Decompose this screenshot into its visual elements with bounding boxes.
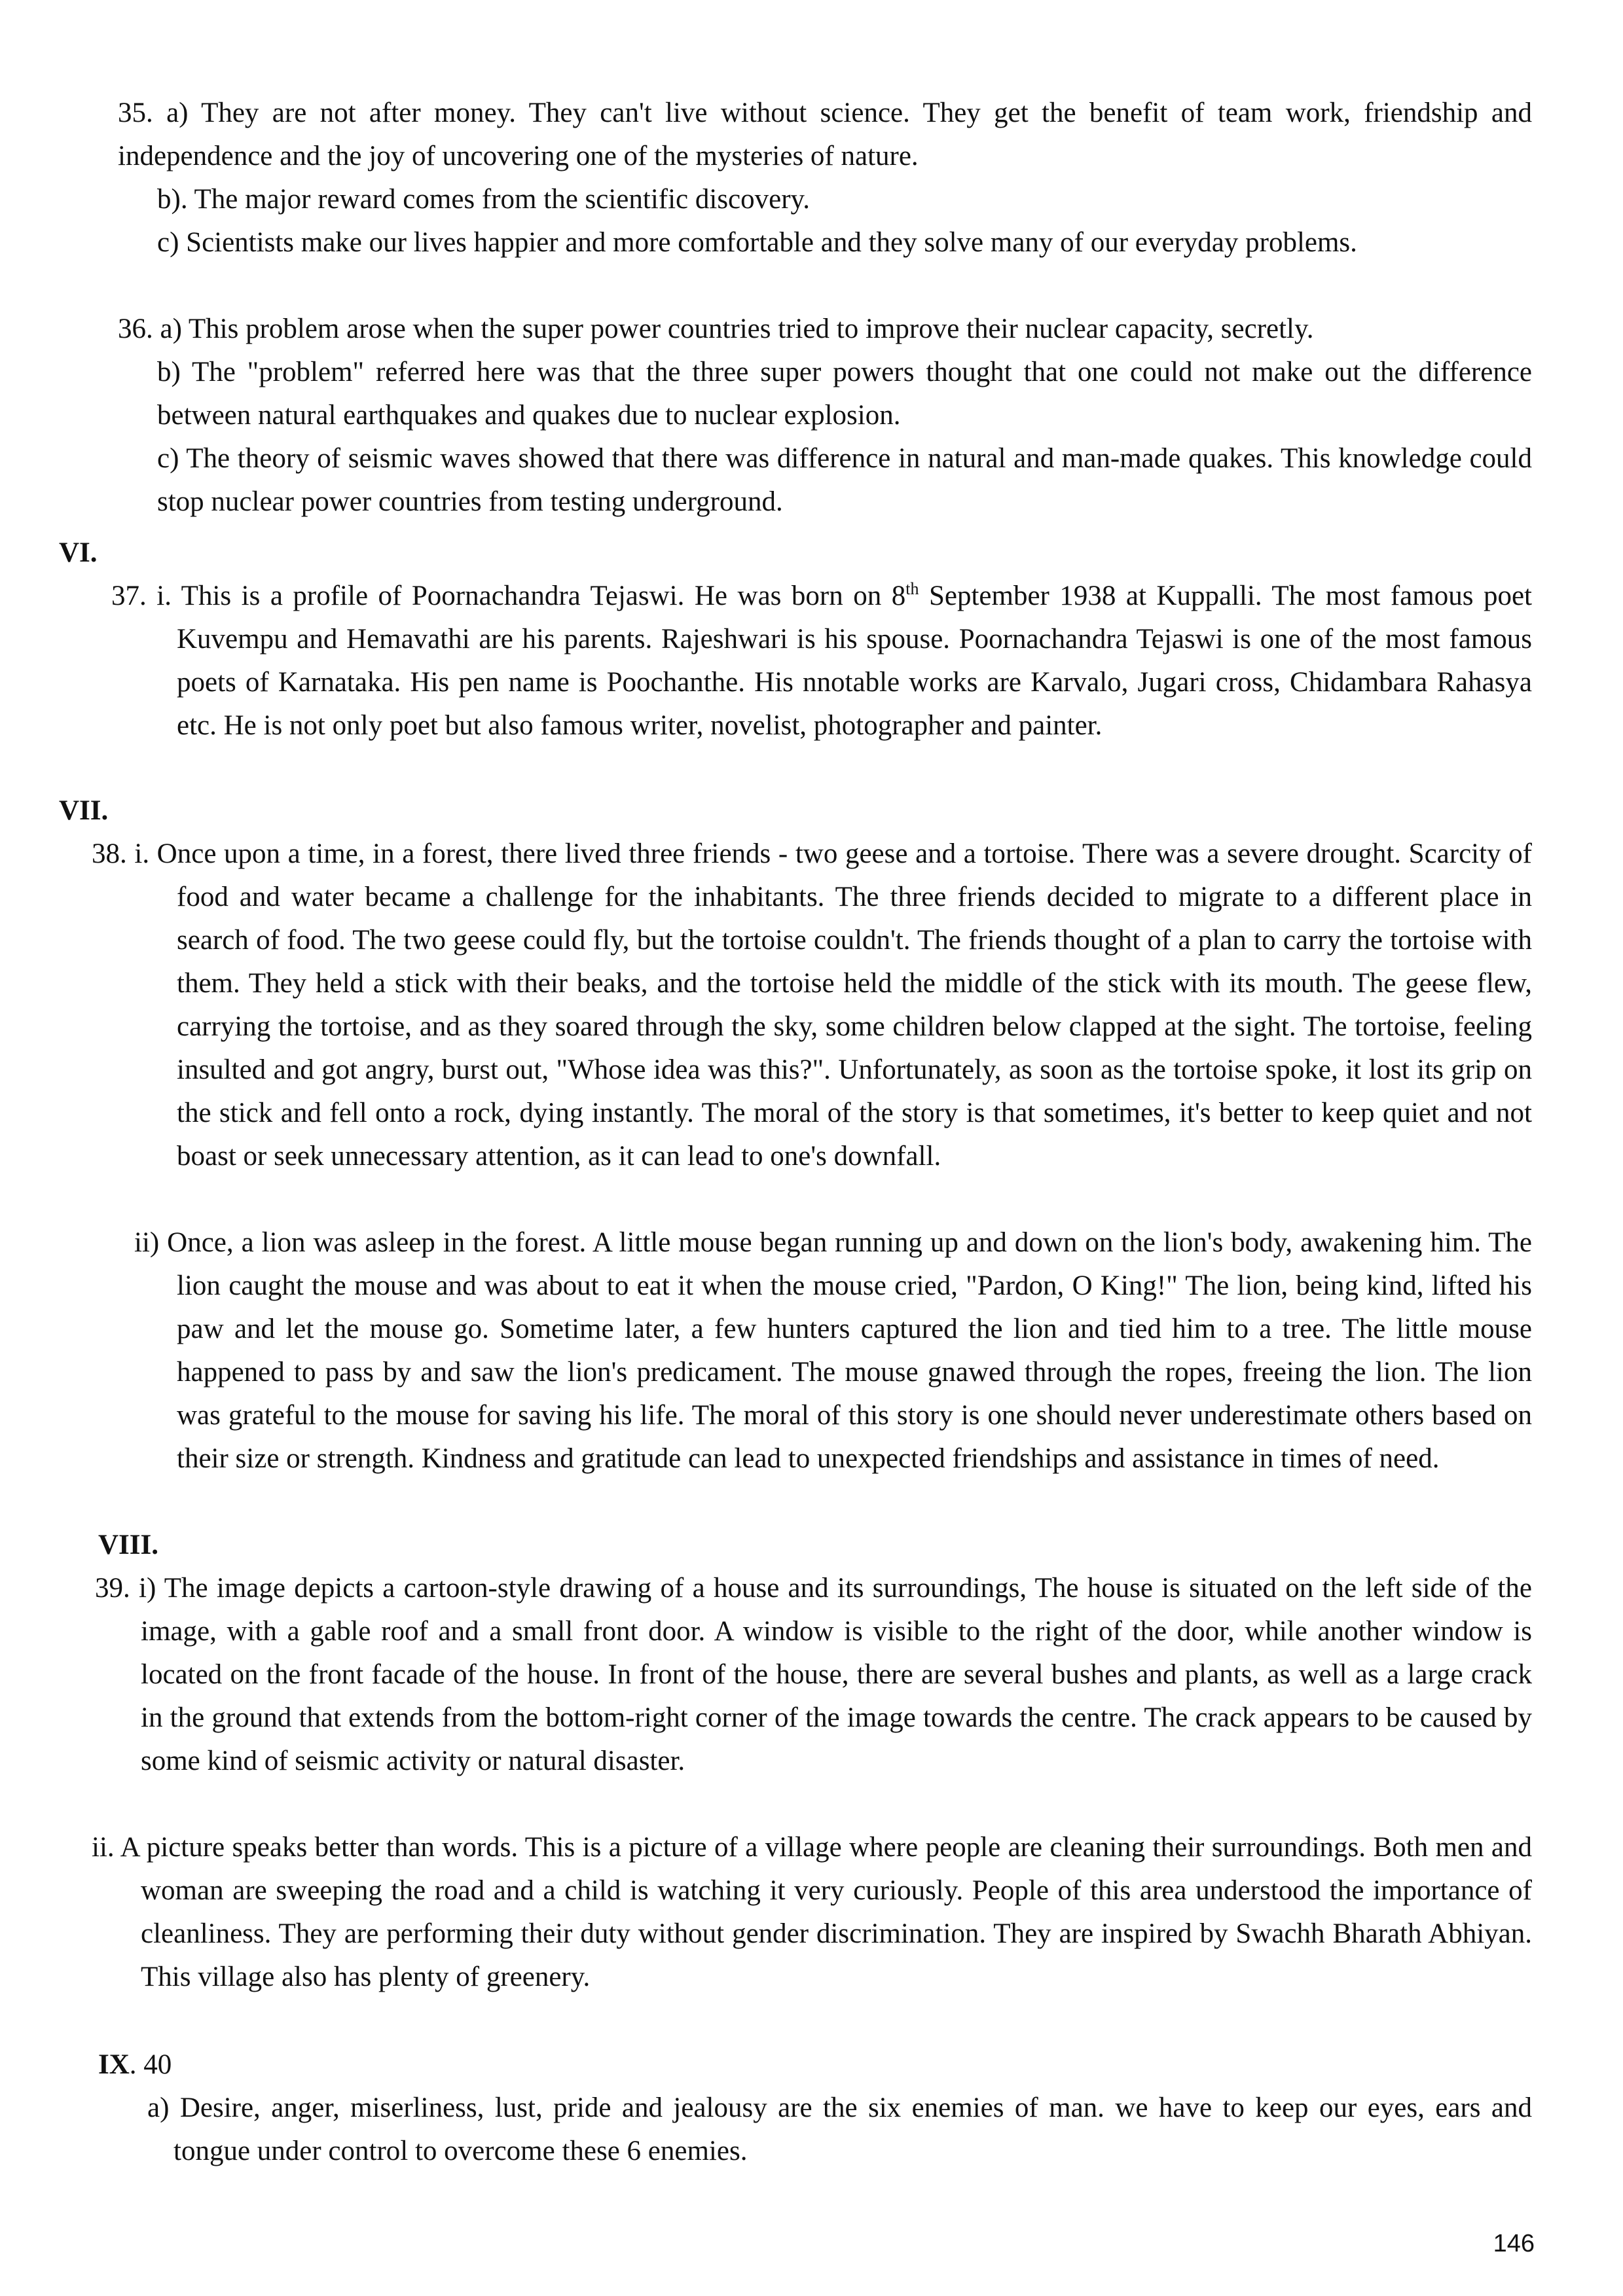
answer-39i-text: 39. i) The image depicts a cartoon-style drawing of a house and its surroundings, The house is situated on the left side of the image, with a gable roof and a small front door. A window is visible to the right of the door, while another window is located on the front facade of the house. In front of the house, there are several bushes and plants, as well as a large crack in the ground that extends from the bottom-right corner of the image towards the centre. The crack appears to be caused by some kind of seismic activity or natural disaster. [95,1573,1532,1776]
answer-38ii-text: ii) Once, a lion was asleep in the forest. A little mouse began running up and down on the lion's body, awakening him. The lion caught the mouse and was about to eat it when the mouse cried, "Pardon, O King!" The lion, being kind, lifted his paw and let the mouse go. Sometime later, a few hunters captured the lion and tied him to a tree. The little mouse happened to pass by and saw the lion's predicament. The mouse gnawed through the ropes, freeing the lion. The lion was grateful to the mouse for saving his life. The moral of this story is one should never underestimate others based on their size or strength. Kindness and gratitude can lead to unexpected friendships and assistance in times of need. [134,1227,1532,1474]
answer-39ii-text: ii. A picture speaks better than words. This is a picture of a village where people are cleaning their surroundings. Both men and woman are sweeping the road and a child is watching it very curiously. People of this area understood the importance of cleanliness. They are performing their duty without gender discrimination. They are inspired by Swachh Bharath Abhiyan. This village also has plenty of greenery. [92,1832,1532,1992]
answer-40a [147,2087,1532,2173]
answer-35b-text: b). The major reward comes from the scientific discovery. [157,184,810,215]
answer-35a-text: 35. a) They are not after money. They can't live without science. They get the benefit of team work, friendship and independence and the joy of uncovering one of the mysteries of nature. [118,98,1532,171]
section-ix-number: . 40 [129,2049,172,2080]
answer-36c-text: c) The theory of seismic waves showed that there was difference in natural and man-made quakes. This knowledge could stop nuclear power countries from testing underground. [157,443,1532,517]
answer-39ii [92,1826,1532,1999]
answer-38ii [134,1221,1532,1480]
answer-37-text: 37. i. This is a profile of Poornachandra Tejaswi. He was born on 8th September 1938 at Kuppalli. The most famous poet Kuvempu and Hemavathi are his parents. Rajeshwari is his spouse. Poornachandra Tejaswi is one of the most famous poets of Karnataka. His pen name is Poochanthe. His nnotable works are Karvalo, Jugari cross, Chidambara Rahasya etc. He is not only poet but also famous writer, novelist, photographer and painter. [111,579,1532,741]
answer-35c [157,221,1539,264]
answer-40a-text: a) Desire, anger, miserliness, lust, pride and jealousy are the six enemies of man. we have to keep our eyes, ears and tongue under control to overcome these 6 enemies. [147,2092,1532,2166]
answer-38i-text: 38. i. Once upon a time, in a forest, there lived three friends - two geese and a tortoise. There was a severe drought. Scarcity of food and water became a challenge for the inhabitants. The three friends decided to migrate to a different place in search of food. The two geese could fly, but the tortoise couldn't. The friends thought of a plan to carry the tortoise with them. They held a stick with their beaks, and the tortoise held the middle of the stick with its mouth. The geese flew, carrying the tortoise, and as they soared through the sky, some children below clapped at the sight. The tortoise, feeling insulted and got angry, burst out, "Whose idea was this?". Unfortunately, as soon as the tortoise spoke, it lost its grip on the stick and fell onto a rock, dying instantly. The moral of the story is that sometimes, it's better to keep quiet and not boast or seek unnecessary attention, as it can lead to one's downfall. [92,838,1532,1172]
answer-35a [118,92,1532,178]
answer-35c-text: c) Scientists make our lives happier and more comfortable and they solve many of our everyday problems. [157,227,1357,258]
section-heading-vi: VI. [59,537,98,568]
section-heading-ix [98,2043,172,2087]
answer-38i [92,833,1532,1178]
answer-39i [95,1567,1532,1783]
answer-36a [118,308,1539,351]
answer-37 [111,575,1532,747]
answer-36c [157,437,1532,524]
answer-36b [157,351,1532,437]
answer-35b [157,178,1532,221]
section-heading-viii: VIII. [98,1530,159,1560]
answer-36a-text: 36. a) This problem arose when the super power countries tried to improve their nuclear capacity, secretly. [118,314,1314,344]
section-heading-vii: VII. [59,795,109,826]
ordinal-suffix: th [905,579,919,598]
page-number: 146 [1493,2230,1535,2257]
section-ix-roman: IX [98,2049,130,2080]
answer-36b-text: b) The "problem" referred here was that the three super powers thought that one could not make out the difference between natural earthquakes and quakes due to nuclear explosion. [157,357,1532,431]
